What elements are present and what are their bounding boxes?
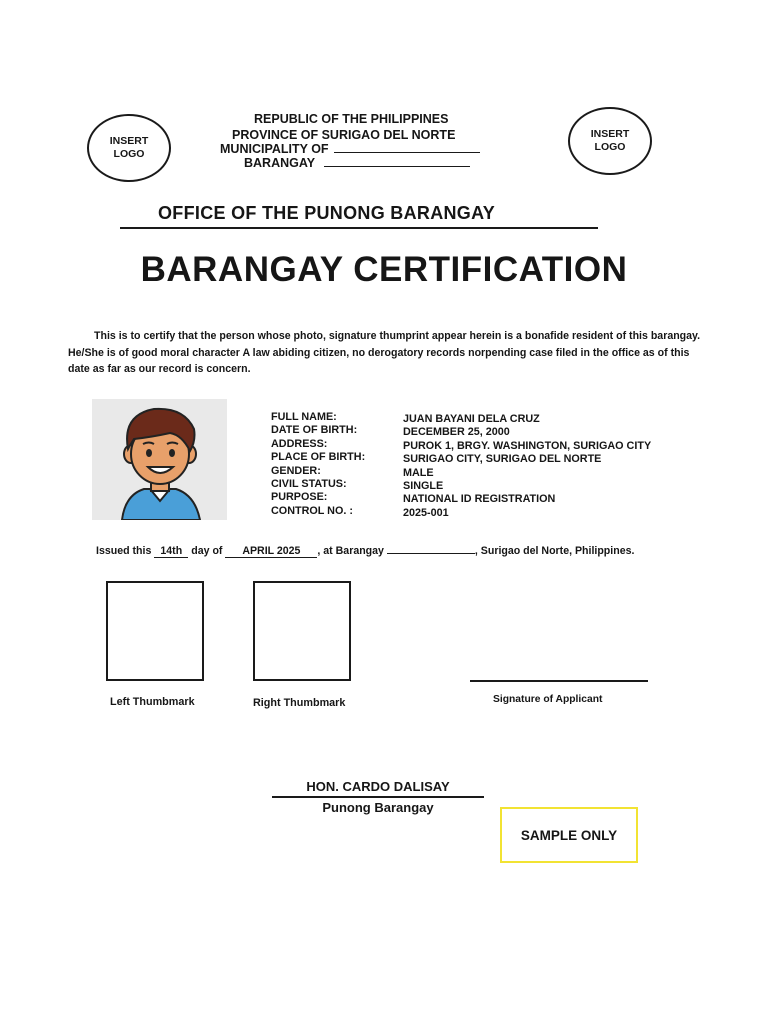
value-gender: MALE: [403, 466, 434, 479]
issued-day: 14th: [154, 545, 188, 558]
municipality-label: MUNICIPALITY OF: [220, 142, 329, 156]
issued-barangay-blank: [387, 553, 475, 554]
signature-line: [470, 680, 648, 682]
header-republic: REPUBLIC OF THE PHILIPPINES: [254, 112, 449, 126]
office-underline: [120, 227, 598, 229]
issued-prefix: Issued this: [96, 545, 152, 557]
value-purpose: NATIONAL ID REGISTRATION: [403, 493, 556, 506]
value-full-name: JUAN BAYANI DELA CRUZ: [403, 413, 540, 425]
sample-only-stamp: SAMPLE ONLY: [500, 807, 638, 863]
header-province: PROVINCE OF SURIGAO DEL NORTE: [232, 128, 456, 142]
document-title: BARANGAY CERTIFICATION: [140, 250, 628, 289]
label-purpose: PURPOSE:: [271, 491, 328, 504]
label-place-of-birth: PLACE OF BIRTH:: [271, 451, 366, 464]
issued-month: APRIL 2025: [225, 545, 317, 558]
label-date-of-birth: DATE OF BIRTH:: [271, 424, 358, 437]
value-address: PUROK 1, BRGY. WASHINGTON, SURIGAO CITY: [403, 439, 652, 452]
official-title: Punong Barangay: [322, 800, 434, 815]
official-underline: [272, 796, 484, 798]
office-heading: OFFICE OF THE PUNONG BARANGAY: [158, 203, 496, 223]
field-values: [403, 413, 651, 520]
left-thumbmark-box: [106, 581, 204, 681]
label-civil-status: CIVIL STATUS:: [271, 478, 347, 491]
value-control-no: 2025-001: [403, 506, 449, 519]
barangay-blank: [324, 166, 470, 167]
left-thumbmark-label: Left Thumbmark: [110, 696, 195, 708]
header-barangay: [244, 156, 470, 171]
value-civil-status: SINGLE: [403, 480, 444, 493]
issued-day-text: day of: [191, 545, 223, 557]
official-name: HON. CARDO DALISAY: [306, 779, 450, 794]
signature-label: Signature of Applicant: [493, 694, 603, 705]
issued-line: [96, 545, 634, 558]
insert-logo-left: INSERT LOGO: [87, 114, 171, 182]
issued-at-text: , at Barangay: [317, 545, 384, 557]
issued-suffix: , Surigao del Norte, Philippines.: [474, 545, 635, 557]
insert-logo-right: INSERT LOGO: [568, 107, 652, 175]
applicant-photo: [92, 399, 227, 520]
right-thumbmark-label: Right Thumbmark: [253, 697, 346, 709]
municipality-blank: [334, 152, 480, 153]
label-full-name: FULL NAME:: [271, 411, 337, 423]
cartoon-person-icon: [92, 399, 227, 520]
header-municipality: [220, 142, 480, 157]
label-address: ADDRESS:: [271, 437, 328, 450]
label-control-no: CONTROL NO. :: [271, 504, 353, 517]
certification-text: This is to certify that the person whose photo, signature thumprint appear herein is a bonafide resident of this barangay. He/She is of good moral character A law abiding citizen, no derogatory records norpending case filed in the office as of this date as far as our record is concern.: [68, 330, 701, 375]
value-place-of-birth: SURIGAO CITY, SURIGAO DEL NORTE: [403, 453, 602, 466]
field-labels: [271, 411, 365, 518]
label-gender: GENDER:: [271, 464, 321, 477]
value-date-of-birth: DECEMBER 25, 2000: [403, 426, 510, 439]
right-thumbmark-box: [253, 581, 351, 681]
certification-paragraph: [68, 328, 708, 378]
barangay-label: BARANGAY: [244, 156, 315, 170]
